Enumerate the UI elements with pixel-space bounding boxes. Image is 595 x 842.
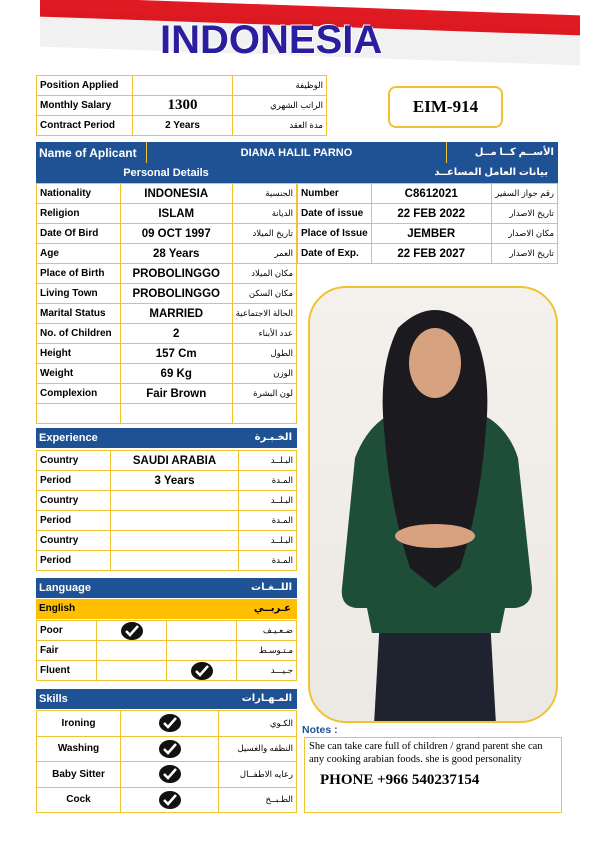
check-icon — [159, 791, 181, 809]
experience-label-ar: المـدة — [239, 471, 297, 491]
skill-label: Cock — [37, 787, 121, 813]
personal-row — [37, 324, 297, 344]
skill-row — [37, 762, 297, 788]
passport-value: 22 FEB 2022 — [371, 204, 491, 224]
passport-label-ar: مكان الاصدار — [491, 224, 557, 244]
arabic-level-cell — [167, 661, 237, 681]
skill-label-ar: رعايه الاطفــال — [219, 762, 297, 788]
passport-label-ar: رقم جواز السفير — [491, 184, 557, 204]
applicant-label-ar: الأســم كــا مــل — [474, 147, 554, 158]
experience-label-ar: البـلــد — [239, 531, 297, 551]
experience-value: 3 Years — [111, 471, 239, 491]
personal-label-ar: عدد الأبناء — [232, 324, 296, 344]
experience-label: Period — [37, 551, 111, 571]
personal-label: Weight — [37, 364, 121, 384]
personal-label: Age — [37, 244, 121, 264]
skill-check-cell — [121, 736, 219, 762]
personal-label-ar: الحالة الاجتماعية — [232, 304, 296, 324]
english-level-cell — [97, 661, 167, 681]
contract-label-ar: مدة العقد — [233, 116, 327, 136]
skill-label-ar: الكـوي — [219, 711, 297, 737]
personal-row — [37, 304, 297, 324]
language-level-label-ar: جـيـــد — [237, 661, 297, 681]
phone-number: PHONE +966 540237154 — [320, 772, 480, 788]
experience-label-ar: المـدة — [239, 551, 297, 571]
personal-value: Fair Brown — [120, 384, 232, 404]
language-level-label: Poor — [37, 621, 97, 641]
personal-row — [37, 344, 297, 364]
english-level-cell — [97, 641, 167, 661]
notes-box — [304, 737, 562, 813]
personal-label: Place of Birth — [37, 264, 121, 284]
personal-label-ar — [232, 404, 296, 424]
skill-label: Washing — [37, 736, 121, 762]
experience-row — [37, 531, 297, 551]
arabic-level-cell — [167, 621, 237, 641]
experience-bar — [36, 428, 297, 448]
skill-row — [37, 787, 297, 813]
notes-text: She can take care full of children / grand parent she can any cooking arabian foods. she is good personality — [309, 741, 543, 765]
check-icon — [159, 765, 181, 783]
job-row — [37, 96, 327, 116]
personal-details-title-ar: بيانات العامل المساعــد — [434, 167, 548, 178]
notes-label: Notes : — [302, 724, 338, 736]
passport-label: Number — [298, 184, 372, 204]
personal-label: Religion — [37, 204, 121, 224]
language-level-label-ar: ضـعـيـف — [237, 621, 297, 641]
language-level-label: Fair — [37, 641, 97, 661]
experience-row — [37, 471, 297, 491]
arabic-level-cell — [167, 641, 237, 661]
personal-value: PROBOLINGGO — [120, 284, 232, 304]
experience-label: Country — [37, 531, 111, 551]
personal-value: ISLAM — [120, 204, 232, 224]
experience-label-ar: البـلــد — [239, 451, 297, 471]
personal-row — [37, 384, 297, 404]
skill-label: Baby Sitter — [37, 762, 121, 788]
passport-row — [298, 204, 558, 224]
personal-label-ar: العمر — [232, 244, 296, 264]
personal-value: INDONESIA — [120, 184, 232, 204]
experience-label-ar: المـدة — [239, 511, 297, 531]
personal-value: 09 OCT 1997 — [120, 224, 232, 244]
english-level-cell — [97, 621, 167, 641]
language-title: Language — [39, 582, 91, 594]
language-row — [37, 641, 297, 661]
check-icon — [191, 662, 213, 680]
personal-row — [37, 284, 297, 304]
passport-value: C8612021 — [371, 184, 491, 204]
applicant-name-bar — [36, 142, 558, 164]
language-level-label-ar: مـتـوسـط — [237, 641, 297, 661]
skills-title: Skills — [39, 693, 68, 705]
passport-value: 22 FEB 2027 — [371, 244, 491, 264]
experience-label-ar: البـلــد — [239, 491, 297, 511]
skills-title-ar: المـهـارات — [241, 693, 292, 704]
skill-row — [37, 711, 297, 737]
passport-row — [298, 184, 558, 204]
language-row — [37, 661, 297, 681]
personal-label-ar: لون البشرة — [232, 384, 296, 404]
experience-title: Experience — [39, 432, 98, 444]
language-bar — [36, 578, 297, 598]
personal-row — [37, 204, 297, 224]
skills-bar — [36, 689, 297, 709]
language-header-row — [36, 599, 297, 619]
experience-value: SAUDI ARABIA — [111, 451, 239, 471]
language-english-header: English — [39, 603, 76, 614]
language-title-ar: اللــغـات — [251, 582, 292, 593]
contract-label: Contract Period — [37, 116, 133, 136]
personal-row — [37, 264, 297, 284]
skill-row — [37, 736, 297, 762]
experience-value — [111, 551, 239, 571]
salary-label: Monthly Salary — [37, 96, 133, 116]
personal-row — [37, 404, 297, 424]
personal-row — [37, 224, 297, 244]
personal-label — [37, 404, 121, 424]
applicant-label: Name of Aplicant — [36, 142, 147, 164]
passport-row — [298, 244, 558, 264]
experience-row — [37, 551, 297, 571]
position-value — [133, 76, 233, 96]
personal-label-ar: الديانة — [232, 204, 296, 224]
personal-row — [37, 184, 297, 204]
salary-label-ar: الراتب الشهري — [233, 96, 327, 116]
skill-label: Ironing — [37, 711, 121, 737]
language-table — [36, 620, 297, 681]
personal-value: 69 Kg — [120, 364, 232, 384]
experience-title-ar: الخـبـرة — [254, 432, 292, 443]
personal-label-ar: مكان الميلاد — [232, 264, 296, 284]
country-title: INDONESIA — [160, 18, 383, 62]
experience-label: Country — [37, 451, 111, 471]
job-row — [37, 116, 327, 136]
personal-label: Marital Status — [37, 304, 121, 324]
experience-row — [37, 511, 297, 531]
experience-row — [37, 491, 297, 511]
personal-label-ar: تاريخ الميلاد — [232, 224, 296, 244]
position-label-ar: الوظيفة — [233, 76, 327, 96]
job-table — [36, 75, 327, 136]
check-icon — [121, 622, 143, 640]
personal-value: 2 — [120, 324, 232, 344]
passport-value: JEMBER — [371, 224, 491, 244]
experience-row — [37, 451, 297, 471]
personal-label-ar: الطول — [232, 344, 296, 364]
personal-label: Nationality — [37, 184, 121, 204]
personal-label-ar: الجنسية — [232, 184, 296, 204]
personal-label: No. of Children — [37, 324, 121, 344]
salary-value: 1300 — [133, 96, 233, 116]
experience-value — [111, 531, 239, 551]
personal-label: Height — [37, 344, 121, 364]
personal-value: 28 Years — [120, 244, 232, 264]
experience-value — [111, 491, 239, 511]
person-silhouette-icon — [310, 288, 558, 723]
personal-value — [120, 404, 232, 424]
passport-label: Date of Exp. — [298, 244, 372, 264]
job-row — [37, 76, 327, 96]
check-icon — [159, 714, 181, 732]
skills-table — [36, 710, 297, 813]
passport-label-ar: تاريخ الاصدار — [491, 244, 557, 264]
experience-label: Period — [37, 511, 111, 531]
applicant-name: DIANA HALIL PARNO — [147, 142, 447, 164]
personal-label: Date Of Bird — [37, 224, 121, 244]
personal-details-title: Personal Details — [123, 167, 209, 179]
passport-label-ar: تاريخ الاصدار — [491, 204, 557, 224]
personal-details-table — [36, 183, 297, 424]
language-arabic-header: عـربــي — [253, 603, 291, 614]
personal-row — [37, 244, 297, 264]
language-row — [37, 621, 297, 641]
skill-check-cell — [121, 711, 219, 737]
reference-code: EIM-914 — [388, 86, 503, 128]
personal-label-ar: مكان السكن — [232, 284, 296, 304]
passport-label: Date of issue — [298, 204, 372, 224]
skill-label-ar: النظفه والغسيل — [219, 736, 297, 762]
personal-label-ar: الوزن — [232, 364, 296, 384]
position-label: Position Applied — [37, 76, 133, 96]
personal-details-bar — [36, 163, 558, 183]
personal-row — [37, 364, 297, 384]
experience-table — [36, 450, 297, 571]
contract-value: 2 Years — [133, 116, 233, 136]
skill-check-cell — [121, 762, 219, 788]
skill-label-ar: الطـبــخ — [219, 787, 297, 813]
passport-label: Place of Issue — [298, 224, 372, 244]
personal-label: Complexion — [37, 384, 121, 404]
language-level-label: Fluent — [37, 661, 97, 681]
passport-row — [298, 224, 558, 244]
personal-value: PROBOLINGGO — [120, 264, 232, 284]
experience-label: Period — [37, 471, 111, 491]
personal-value: MARRIED — [120, 304, 232, 324]
experience-value — [111, 511, 239, 531]
applicant-photo — [308, 286, 558, 723]
skill-check-cell — [121, 787, 219, 813]
check-icon — [159, 740, 181, 758]
passport-table — [297, 183, 558, 264]
experience-label: Country — [37, 491, 111, 511]
personal-label: Living Town — [37, 284, 121, 304]
personal-value: 157 Cm — [120, 344, 232, 364]
